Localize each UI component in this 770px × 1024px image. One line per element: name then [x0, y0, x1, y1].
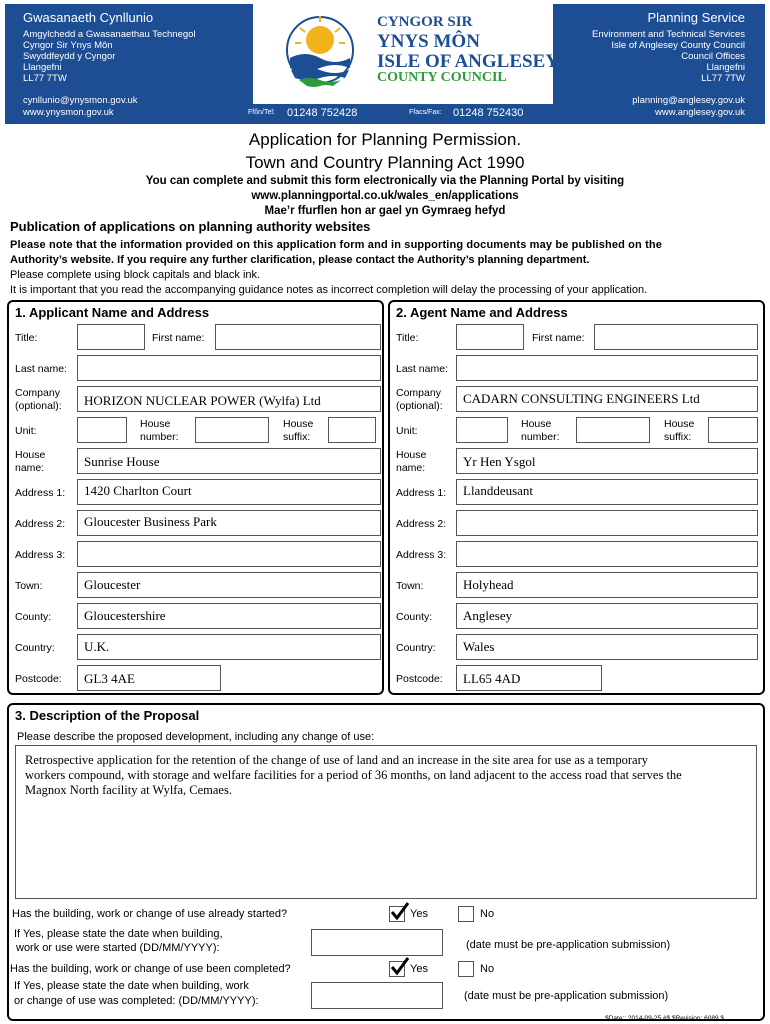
page-subtitle: Town and Country Planning Act 1990 — [245, 153, 525, 172]
english-address-line: Environment and Technical Services — [592, 29, 745, 40]
started-date-input[interactable] — [311, 929, 443, 956]
house-name-label: name: — [15, 462, 45, 474]
council-header-band — [5, 4, 765, 124]
checkmark-icon — [389, 957, 411, 977]
agent-house-name-input[interactable]: Yr Hen Ysgol — [456, 448, 758, 474]
agent-country-input[interactable]: Wales — [456, 634, 758, 660]
country-label: Country: — [396, 642, 436, 654]
applicant-county-input[interactable]: Gloucestershire — [77, 603, 381, 629]
agent-company-input[interactable]: CADARN CONSULTING ENGINEERS Ltd — [456, 386, 758, 412]
agent-town-input[interactable]: Holyhead — [456, 572, 758, 598]
company-label: Company — [396, 387, 441, 399]
welsh-address-line: Cyngor Sir Ynys Môn — [23, 40, 113, 51]
agent-address2-input[interactable] — [456, 510, 758, 536]
house-name-label: House — [15, 449, 46, 461]
started-yes-label: Yes — [410, 908, 428, 920]
started-no-label: No — [480, 908, 495, 920]
completed-no-label: No — [480, 963, 495, 975]
applicant-house-suffix-input[interactable] — [328, 417, 376, 443]
unit-label: Unit: — [15, 425, 37, 437]
completed-no-checkbox[interactable] — [458, 961, 474, 977]
applicant-last-name-input[interactable] — [77, 355, 381, 381]
agent-county-input[interactable]: Anglesey — [456, 603, 758, 629]
applicant-section — [7, 300, 384, 695]
council-logo — [253, 4, 559, 104]
welsh-service-title: Gwasanaeth Cynllunio — [23, 10, 154, 25]
last-name-label: Last name: — [396, 363, 448, 375]
fax-number: 01248 752430 — [453, 107, 524, 119]
completed-date-prompt: If Yes, please state the date when building, work — [14, 980, 249, 992]
english-service-title: Planning Service — [647, 10, 745, 25]
english-address-line: Isle of Anglesey County Council — [611, 40, 745, 51]
agent-house-number-input[interactable] — [576, 417, 650, 443]
applicant-country-input[interactable]: U.K. — [77, 634, 381, 660]
welsh-address-line: Swyddfeydd y Cyngor — [23, 51, 116, 62]
intro-line: You can complete and submit this form electronically via the Planning Portal by visiting — [145, 175, 625, 187]
applicant-postcode-input[interactable]: GL3 4AE — [77, 665, 221, 691]
agent-heading: 2. Agent Name and Address — [396, 305, 568, 320]
proposal-heading: 3. Description of the Proposal — [15, 708, 200, 723]
agent-unit-input[interactable] — [456, 417, 508, 443]
completed-date-hint: (date must be pre-application submission) — [464, 990, 669, 1002]
started-date-prompt: work or use were started (DD/MM/YYYY): — [16, 942, 220, 954]
postcode-label: Postcode: — [396, 673, 443, 685]
first-name-label: First name: — [532, 332, 585, 344]
fax-label: Ffacs/Fax: — [409, 109, 442, 116]
agent-section — [388, 300, 765, 695]
address2-label: Address 2: — [396, 518, 447, 530]
applicant-heading: 1. Applicant Name and Address — [15, 305, 210, 320]
logo-line4: COUNTY COUNCIL — [377, 70, 507, 85]
english-address-line: LL77 7TW — [701, 73, 745, 84]
applicant-company-input[interactable]: HORIZON NUCLEAR POWER (Wylfa) Ltd — [77, 386, 381, 412]
tel-label: Ffôn/Tel: — [248, 109, 275, 116]
welsh-email: cynllunio@ynysmon.gov.uk — [23, 95, 138, 106]
applicant-town-input[interactable]: Gloucester — [77, 572, 381, 598]
welsh-address-line: Amgylchedd a Gwasanaethau Technegol — [23, 29, 196, 40]
town-label: Town: — [15, 580, 43, 592]
publication-heading: Publication of applications on planning authority websites — [10, 219, 371, 234]
county-label: County: — [15, 611, 52, 623]
house-name-label: name: — [396, 462, 426, 474]
completed-date-input[interactable] — [311, 982, 443, 1009]
agent-house-suffix-input[interactable] — [708, 417, 758, 443]
welsh-address-line: Llangefni — [23, 62, 62, 73]
address3-label: Address 3: — [15, 549, 66, 561]
proposal-description-textarea[interactable]: Retrospective application for the retention of the change of use of land and an increase in the site area for use as a temporary workers compound, with storage and welfare facilities for a period of 36 months, on land adjacent to the access road that serves the Magnox North facility at Wylfa, Cemaes. — [15, 745, 757, 899]
applicant-address1-input[interactable]: 1420 Charlton Court — [77, 479, 381, 505]
english-website: www.anglesey.gov.uk — [655, 107, 745, 118]
country-label: Country: — [15, 642, 55, 654]
publication-notice: Please note that the information provided on this application form and in supporting documents may be published on the — [10, 239, 663, 251]
completed-yes-label: Yes — [410, 963, 428, 975]
house-number-label: House — [140, 418, 171, 430]
block-capitals-note: Please complete using block capitals and black ink. — [10, 269, 261, 281]
agent-last-name-input[interactable] — [456, 355, 758, 381]
postcode-label: Postcode: — [15, 673, 62, 685]
applicant-house-number-input[interactable] — [195, 417, 269, 443]
house-name-label: House — [396, 449, 427, 461]
logo-line2: YNYS MÔN — [377, 31, 480, 52]
company-label: Company — [15, 387, 60, 399]
house-suffix-label: House — [664, 418, 695, 430]
first-name-label: First name: — [152, 332, 205, 344]
revision-footer: $Date:: 2014-09-25 #$ $Revision: 6089 $ — [605, 1015, 724, 1022]
publication-notice: Authority’s website. If you require any further clarification, please contact the Authority’s planning department. — [10, 254, 590, 266]
page-title: Application for Planning Permission. — [248, 130, 522, 149]
applicant-address3-input[interactable] — [77, 541, 381, 567]
checkmark-icon — [389, 902, 411, 922]
applicant-title-input[interactable] — [77, 324, 145, 350]
welsh-website: www.ynysmon.gov.uk — [23, 107, 114, 118]
house-number-label: number: — [140, 431, 179, 443]
english-address-line: Council Offices — [681, 51, 745, 62]
house-suffix-label: House — [283, 418, 314, 430]
applicant-address2-input[interactable]: Gloucester Business Park — [77, 510, 381, 536]
started-date-prompt: If Yes, please state the date when building, — [14, 928, 223, 940]
anglesey-crest-icon — [285, 10, 355, 100]
county-label: County: — [396, 611, 433, 623]
applicant-first-name-input[interactable] — [215, 324, 381, 350]
agent-address1-input[interactable]: Llanddeusant — [456, 479, 758, 505]
unit-label: Unit: — [396, 425, 418, 437]
english-email: planning@anglesey.gov.uk — [632, 95, 745, 106]
house-number-label: House — [521, 418, 552, 430]
last-name-label: Last name: — [15, 363, 67, 375]
address2-label: Address 2: — [15, 518, 66, 530]
welsh-address-line: LL77 7TW — [23, 73, 67, 84]
agent-address3-input[interactable] — [456, 541, 758, 567]
agent-postcode-input[interactable]: LL65 4AD — [456, 665, 602, 691]
title-label: Title: — [396, 332, 419, 344]
started-date-hint: (date must be pre-application submission) — [466, 939, 671, 951]
logo-line1: CYNGOR SIR — [377, 14, 473, 30]
address1-label: Address 1: — [396, 487, 447, 499]
house-number-label: number: — [521, 431, 560, 443]
completed-yes-checkbox[interactable] — [389, 961, 405, 977]
welsh-availability-note: Mae’r ffurflen hon ar gael yn Gymraeg hefyd — [264, 205, 506, 217]
applicant-house-name-input[interactable]: Sunrise House — [77, 448, 381, 474]
logo-line3: ISLE OF ANGLESEY — [377, 51, 559, 72]
agent-first-name-input[interactable] — [594, 324, 758, 350]
company-label: (optional): — [15, 400, 62, 412]
house-suffix-label: suffix: — [664, 431, 692, 443]
tel-number: 01248 752428 — [287, 107, 358, 119]
english-address-line: Llangefni — [706, 62, 745, 73]
company-label: (optional): — [396, 400, 443, 412]
completed-question: Has the building, work or change of use been completed? — [10, 963, 291, 975]
completed-date-prompt: or change of use was completed: (DD/MM/YYYY): — [14, 995, 259, 1007]
address1-label: Address 1: — [15, 487, 66, 499]
guidance-note: It is important that you read the accompanying guidance notes as incorrect completion will delay the processing of your application. — [10, 284, 648, 296]
planning-portal-link[interactable]: www.planningportal.co.uk/wales_en/applications — [251, 190, 519, 202]
started-yes-checkbox[interactable] — [389, 906, 405, 922]
agent-title-input[interactable] — [456, 324, 524, 350]
started-no-checkbox[interactable] — [458, 906, 474, 922]
town-label: Town: — [396, 580, 424, 592]
title-label: Title: — [15, 332, 38, 344]
address3-label: Address 3: — [396, 549, 447, 561]
house-suffix-label: suffix: — [283, 431, 311, 443]
started-question: Has the building, work or change of use already started? — [12, 908, 288, 920]
applicant-unit-input[interactable] — [77, 417, 127, 443]
proposal-prompt: Please describe the proposed development, including any change of use: — [17, 731, 375, 743]
